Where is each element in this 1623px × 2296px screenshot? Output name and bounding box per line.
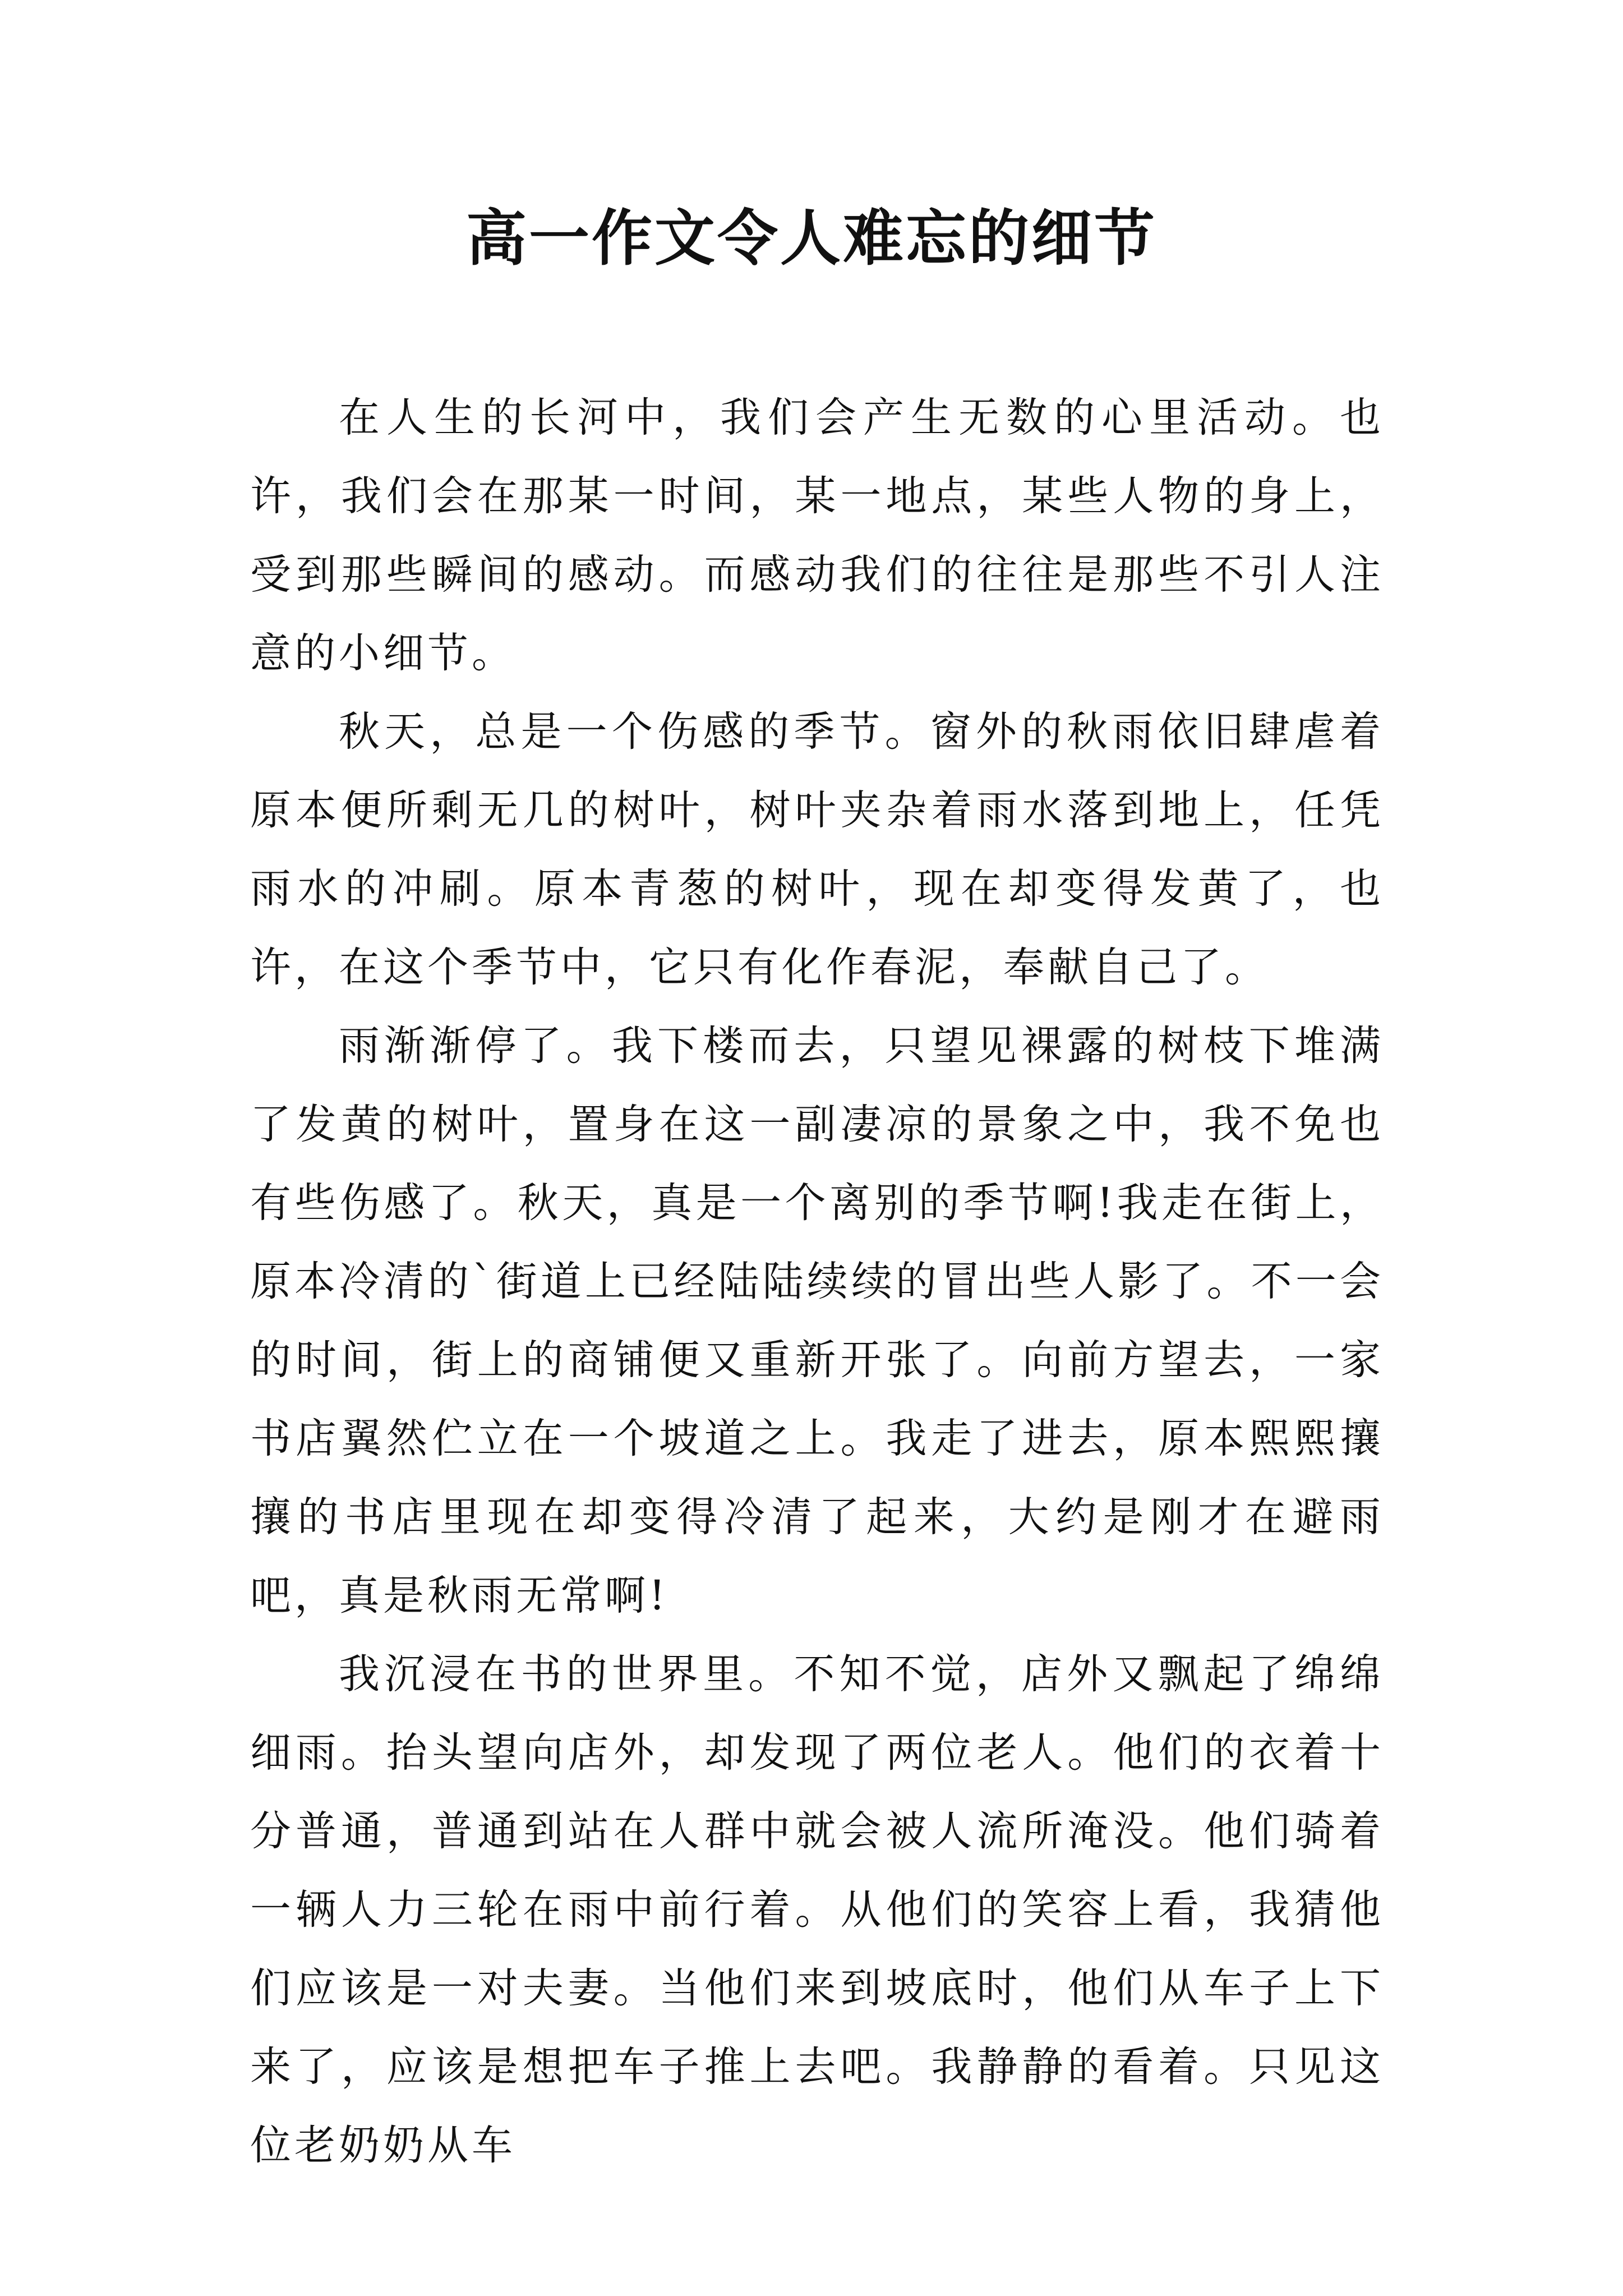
paragraph-2: 秋天，总是一个伤感的季节。窗外的秋雨依旧肆虐着原本便所剩无几的树叶，树叶夹杂着雨水落到地上，任凭雨水的冲刷。原本青葱的树叶，现在却变得发黄了，也许，在这个季节中，它只有化作春泥，奉献自己了。 <box>250 708 1384 991</box>
paragraph-3: 雨渐渐停了。我下楼而去，只望见裸露的树枝下堆满了发黄的树叶，置身在这一副凄凉的景象之中，我不免也有些伤感了。秋天，真是一个离别的季节啊!我走在街上，原本冷清的`街道上已经陆陆续续的冒出些人影了。不一会的时间，街上的商铺便又重新开张了。向前方望去，一家书店翼然伫立在一个坡道之上。我走了进去，原本熙熙攘攘的书店里现在却变得冷清了起来，大约是刚才在避雨吧，真是秋雨无常啊! <box>250 1022 1384 1619</box>
document-title: 高一作文令人难忘的细节 <box>465 203 1157 274</box>
paragraph-1: 在人生的长河中，我们会产生无数的心里活动。也许，我们会在那某一时间，某一地点，某些人物的身上，受到那些瞬间的感动。而感动我们的往往是那些不引人注意的小细节。 <box>250 394 1384 677</box>
paragraph-4: 我沉浸在书的世界里。不知不觉，店外又飘起了绵绵细雨。抬头望向店外，却发现了两位老人。他们的衣着十分普通，普通到站在人群中就会被人流所淹没。他们骑着一辆人力三轮在雨中前行着。从他们的笑容上看，我猜他们应该是一对夫妻。当他们来到坡底时，他们从车子上下来了，应该是想把车子推上去吧。我静静的看着。只见这位老奶奶从车 <box>250 1650 1384 2169</box>
document-body <box>250 379 1384 2185</box>
